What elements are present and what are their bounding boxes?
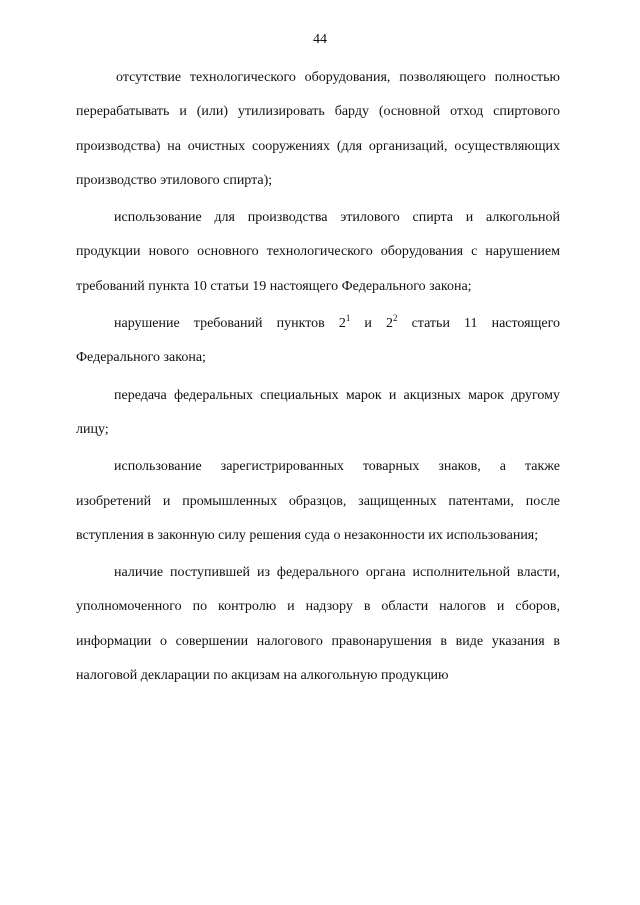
paragraph-stillage-equipment: отсутствие технологического оборудования, позволяющего полностью перерабатывать и (или) утилизировать барду (основной отход спиртового производства) на очистных сооружениях (для организаций, осуществляющих производство этилового спирта); [76, 70, 560, 188]
paragraph-tax-information: наличие поступившей из федерального органа исполнительной власти, уполномоченного по контролю и надзору в области налогов и сборов, информации о совершении налогового правонарушения в виде указания в налоговой декларации по акцизам на алкогольную продукцию [76, 565, 560, 684]
paragraph-text-part: и 2 [350, 316, 393, 332]
paragraph-stamp-transfer: передача федеральных специальных марок и акцизных марок другому лицу; [76, 387, 560, 437]
document-body [76, 61, 560, 696]
paragraph-text-part: статьи 11 настоящего Федерального закона; [76, 316, 560, 366]
paragraph-trademark-use: использование зарегистрированных товарных знаков, а также изобретений и промышленных образцов, защищенных патентами, после вступления в законную силу решения суда о незаконности их использования; [76, 459, 560, 543]
paragraph-new-equipment: использование для производства этилового спирта и алкогольной продукции нового основного технологического оборудования с нарушением требований пункта 10 статьи 19 настоящего Федерального закона; [76, 210, 560, 294]
paragraph-article-11-violation [76, 307, 560, 376]
superscript: 1 [345, 313, 351, 324]
paragraph-text-part: нарушение требований пунктов 2 [114, 316, 346, 332]
superscript: 2 [393, 313, 398, 324]
page-number: 44 [313, 32, 327, 47]
